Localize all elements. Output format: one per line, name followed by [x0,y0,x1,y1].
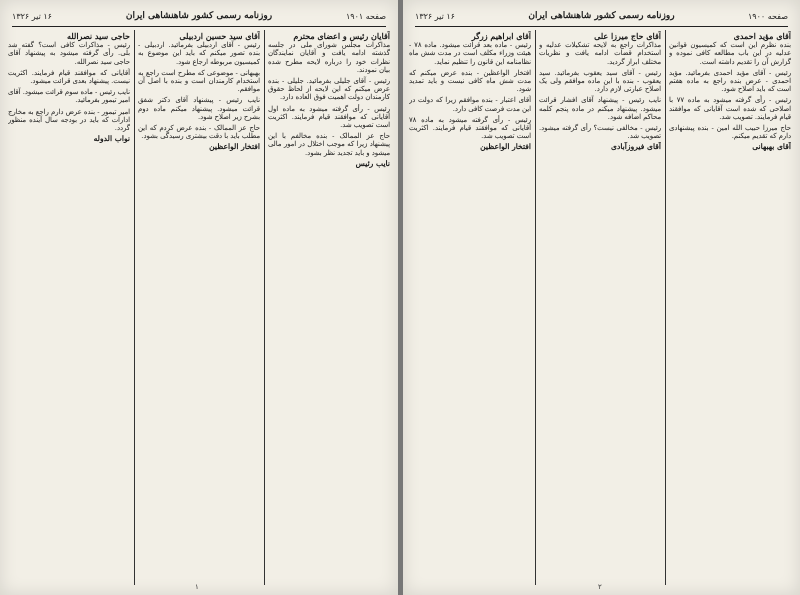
right-gazette-title: روزنامه رسمی کشور شاهنشاهی ایران [528,11,675,21]
left-column-2 [138,30,260,587]
left-column-3 [8,30,130,587]
left-header-rule [12,26,386,27]
column-heading: آقای مؤید احمدی [733,31,791,41]
right-column-1 [669,30,791,587]
paragraph: رئیس - ماده بعد قرائت میشود. ماده ۷۸ - هیئت وزراء مکلف است در مدت شش ماه نظامنامه این قانون را تنظیم نماید. [409,41,531,66]
right-column-2 [539,30,661,587]
left-page-date: ۱۶ تیر ۱۳۲۶ [12,11,52,21]
left-column-1 [268,30,390,587]
paragraph: رئیس - آقای جلیلی بفرمائید. جلیلی - بنده عرض میکنم که این لایحه از لحاظ حقوق کارمندان دولت اهمیت فوق العاده دارد. [268,77,390,102]
left-gazette-title: روزنامه رسمی کشور شاهنشاهی ایران [125,11,273,21]
paragraph: نایب رئیس - ماده سوم قرائت میشود. آقای امیر تیمور بفرمائید. [8,88,130,105]
right-page [403,0,800,595]
paragraph: حاج عز الممالک - بنده عرض کردم که این مطلب باید با دقت بیشتری رسیدگی بشود. [138,124,260,141]
paragraph: آقایانی که موافقند قیام فرمایند. اکثریت نیست. پیشنهاد بعدی قرائت میشود. [8,68,130,86]
paragraph: رئیس - رأی گرفته میشود به ماده ۷۸ آقایانی که موافقند قیام فرمایند. اکثریت است تصویب شد. [409,115,531,141]
left-page [0,0,398,595]
column-divider [535,30,536,585]
column-heading: آقای ابراهیم زرگر [471,31,531,41]
speaker-signature: افتخار الواعظین [209,142,260,152]
paragraph: حاج عز الممالک - بنده مخالفم با این پیشنهاد زیرا که موجب اختلال در امور مالی میشود و باید تجدید نظر بشود. [268,132,390,157]
right-page-date: ۱۶ تیر ۱۳۲۶ [415,11,455,21]
speaker-signature: نایب رئیس [355,158,390,168]
left-page-header [12,8,386,24]
left-page-number: ۱ [195,583,199,591]
left-page-label: صفحه ۱۹۰۱ [345,11,386,21]
paragraph: حاج میرزا حبیب الله امین - بنده پیشنهادی دارم که تقدیم میکنم. [669,124,791,141]
paragraph: رئیس - مذاکرات کافی است؟ گفته شد بلی. رأی گرفته میشود به پیشنهاد آقای حاجی سید نصرالله. [8,41,130,66]
column-divider [134,30,135,585]
paragraph: رئیس - رأی گرفته میشود به ماده اول آقایانی که موافقند قیام فرمایند. اکثریت است تصویب شد. [268,104,390,130]
speaker-signature: آقای بهبهانی [752,142,791,152]
column-heading: آقای حاج میرزا علی [594,31,661,41]
paragraph: رئیس - آقای اردبیلی بفرمائید. اردبیلی - بنده تصور میکنم که باید این موضوع به کمیسیون مربوطه ارجاع شود. [138,41,260,66]
right-page-header [415,8,788,24]
paragraph: افتخار الواعظین - بنده عرض میکنم که مدت شش ماه کافی نیست و باید تمدید شود. [409,68,531,94]
column-heading: حاجی سید نصرالله [66,31,130,41]
paragraph: مذاکرات مجلس شورای ملی در جلسه گذشته ادامه یافت و آقایان نمایندگان نظرات خود را درباره لایحه مطرح شده بیان نمودند. [268,41,390,74]
right-page-number: ۲ [598,583,602,591]
speaker-signature: نواب الدوله [93,134,130,144]
paragraph: رئیس - رأی گرفته میشود به ماده ۷۷ با اصلاحی که شده است آقایانی که موافقند قیام فرمایند. تصویب شد. [669,96,791,121]
speaker-signature: افتخار الواعظین [480,142,531,152]
paragraph: بهبهانی - موضوعی که مطرح است راجع به استخدام کارمندان است و بنده با اصل آن موافقم. [138,68,260,94]
column-heading: آقایان رئیس و اعضای محترم [293,31,390,41]
paragraph: نایب رئیس - پیشنهاد آقای دکتر شفق قرائت میشود. پیشنهاد میکنم ماده دوم بشرح زیر اصلاح شود. [138,96,260,121]
paragraph: نایب رئیس - پیشنهاد آقای افشار قرائت میشود. پیشنهاد میکنم در ماده پنجم کلمه محاکم اضافه شود. [539,96,661,121]
paragraph: مذاکرات راجع به لایحه تشکیلات عدلیه و استخدام قضات ادامه یافت و نظریات مختلف ابراز گردید. [539,41,661,66]
speaker-signature: آقای فیروزآبادی [611,142,661,152]
paragraph: رئیس - آقای مؤید احمدی بفرمائید. مؤید احمدی - عرض بنده راجع به ماده هفتم است که باید اصلاح شود. [669,68,791,94]
right-page-label: صفحه ۱۹۰۰ [747,11,788,21]
column-divider [665,30,666,585]
right-column-3 [409,30,531,587]
paragraph: آقای اعتبار - بنده موافقم زیرا که دولت در این مدت فرصت کافی دارد. [409,96,531,113]
paragraph: رئیس - مخالفی نیست؟ رأی گرفته میشود. تصویب شد. [539,124,661,141]
paragraph: بنده نظرم این است که کمیسیون قوانین عدلیه در این باب مطالعه کافی نموده و گزارش آن را تقدیم داشته است. [669,41,791,66]
column-divider [264,30,265,585]
column-heading: آقای سید حسین اردبیلی [179,31,260,41]
paragraph: امیر تیمور - بنده عرض دارم راجع به مخارج ادارات که باید در بودجه سال آینده منظور گردد. [8,107,130,133]
right-header-rule [415,26,788,27]
paragraph: رئیس - آقای سید یعقوب بفرمائید. سید یعقوب - بنده با این ماده موافقم ولی یک اصلاح عبارتی لازم دارد. [539,68,661,94]
